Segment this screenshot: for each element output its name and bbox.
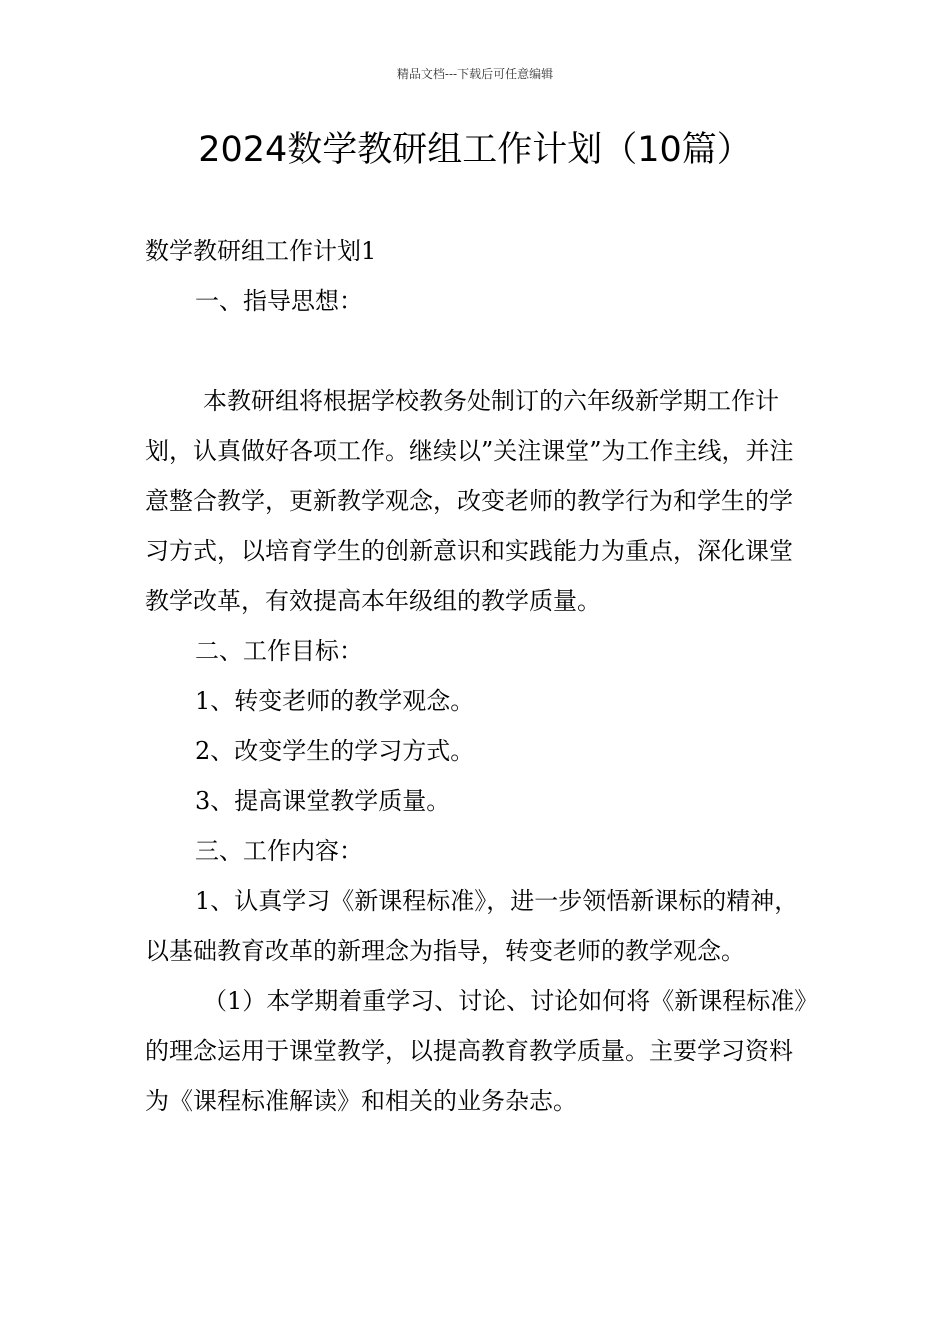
goal-item-1: 1、转变老师的教学观念。	[195, 687, 475, 715]
document-title: 2024数学教研组工作计划（10篇）	[198, 130, 752, 170]
blank-line	[145, 326, 807, 376]
content-subitem-1: （1）本学期着重学习、讨论、讨论如何将《新课程标准》的理念运用于课堂教学，以提高教育教学质量。主要学习资料为《课程标准解读》和相关的业务杂志。	[145, 987, 807, 1115]
heading-guiding-ideology: 一、指导思想：	[195, 287, 363, 315]
goal-item-2: 2、改变学生的学习方式。	[195, 737, 475, 765]
heading-work-goals: 二、工作目标：	[195, 637, 363, 665]
document-body	[145, 226, 807, 1126]
page-header: 精品文档---下载后可任意编辑	[396, 67, 554, 81]
goal-item-3: 3、提高课堂教学质量。	[195, 787, 451, 815]
section-heading: 数学教研组工作计划1	[145, 237, 377, 265]
heading-work-content: 三、工作内容：	[195, 837, 363, 865]
content-item-1: 1、认真学习《新课程标准》，进一步领悟新课标的精神，以基础教育改革的新理念为指导，转变老师的教学观念。	[145, 887, 799, 965]
paragraph-intro: 本教研组将根据学校教务处制订的六年级新学期工作计划，认真做好各项工作。继续以”关注课堂”为工作主线，并注意整合教学，更新教学观念，改变老师的教学行为和学生的学习方式，以培育学生的创新意识和实践能力为重点，深化课堂教学改革，有效提高本年级组的教学质量。	[145, 387, 794, 615]
